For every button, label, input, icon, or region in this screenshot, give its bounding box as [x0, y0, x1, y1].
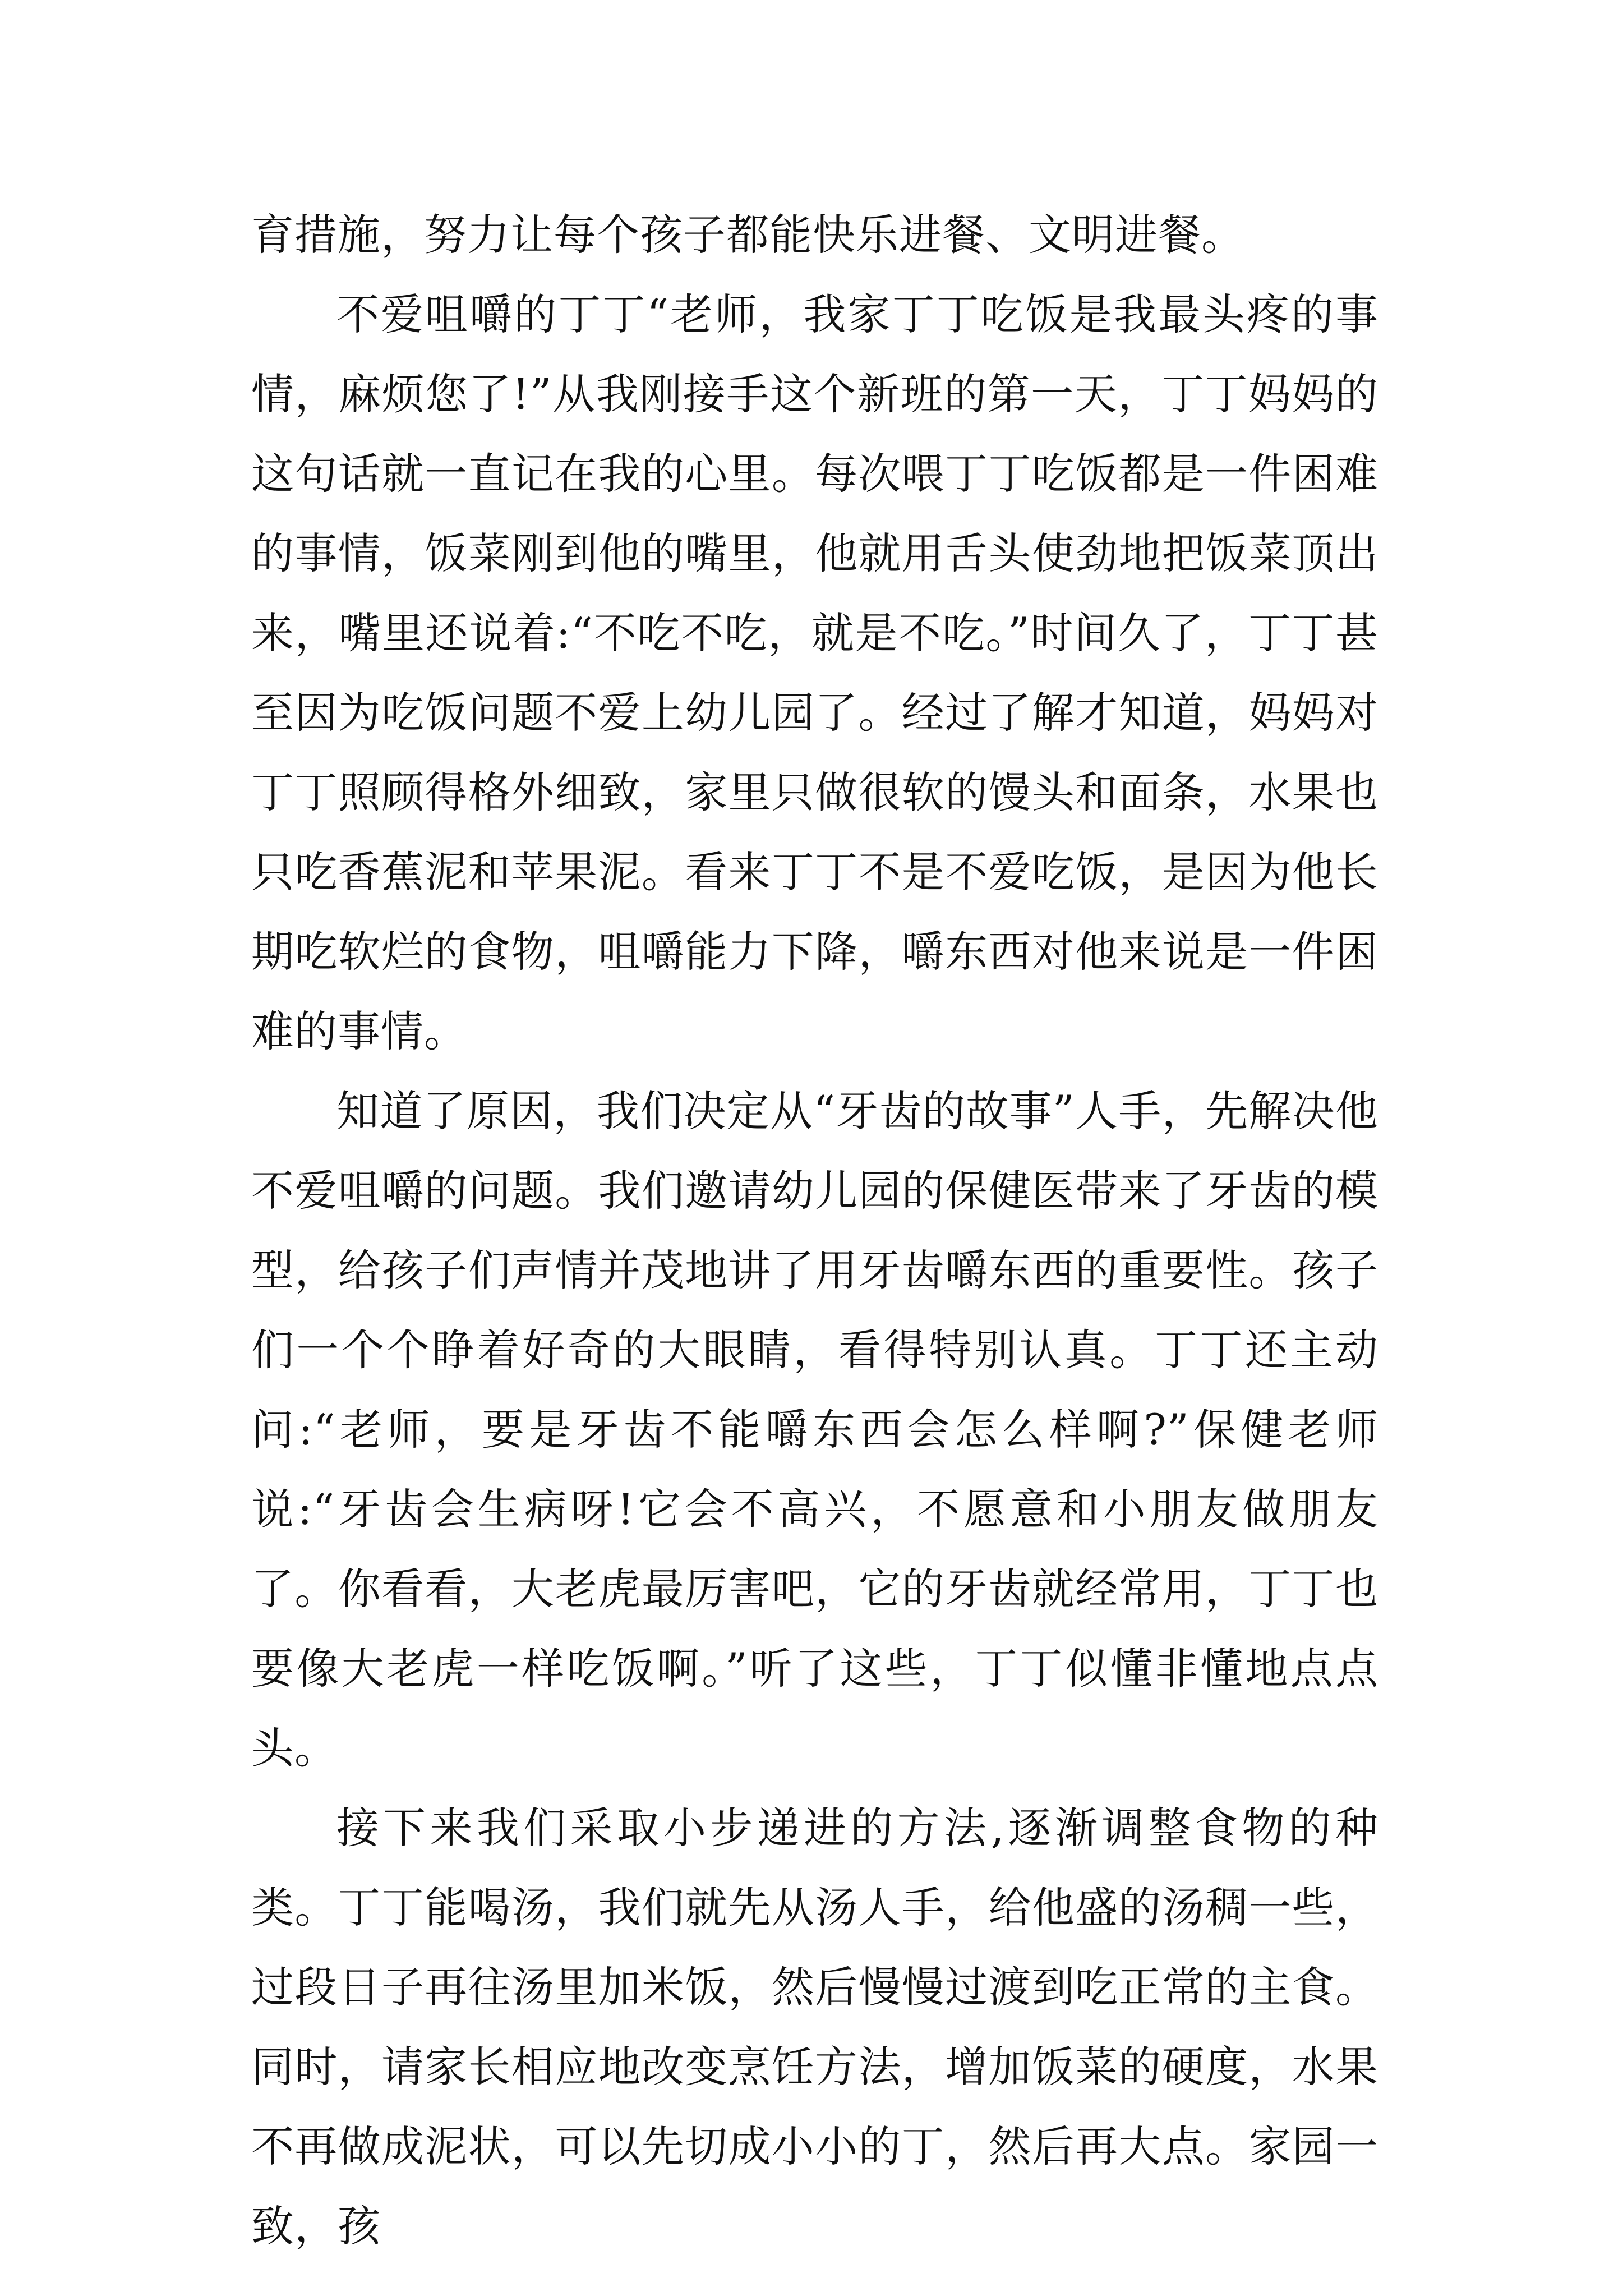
paragraph-gradual-steps: 接下来我们采取小步递进的方法,逐渐调整食物的种类。丁丁能喝汤，我们就先从汤人手，给他盛的汤稠一些，过段日子再往汤里加米饭，然后慢慢过渡到吃正常的主食。同时，请家长相应地改变烹饪方法，增加饭菜的硬度，水果不再做成泥状，可以先切成小小的丁，然后再大点。家园一致，孩 — [251, 1803, 1378, 2251]
paragraph-dingding-chewing: 不爱咀嚼的丁丁“老师，我家丁丁吃饭是我最头疼的事情，麻烦您了!”从我刚接手这个新班的第一天，丁丁妈妈的这句话就一直记在我的心里。每次喂丁丁吃饭都是一件困难的事情，饭菜刚到他的嘴里，他就用舌头使劲地把饭菜顶出来，嘴里还说着:“不吃不吃，就是不吃。”时间久了，丁丁甚至因为吃饭问题不爱上幼儿园了。经过了解才知道，妈妈对丁丁照顾得格外细致，家里只做很软的馒头和面条，水果也只吃香蕉泥和苹果泥。看来丁丁不是不爱吃饭，是因为他长期吃软烂的食物，咀嚼能力下降，嚼东西对他来说是一件困难的事情。 — [251, 289, 1378, 1056]
body-text — [251, 195, 1378, 2266]
paragraph-teeth-story: 知道了原因，我们决定从“牙齿的故事”人手，先解决他不爱咀嚼的问题。我们邀请幼儿园的保健医带来了牙齿的模型，给孩子们声情并茂地讲了用牙齿嚼东西的重要性。孩子们一个个睁着好奇的大眼睛，看得特别认真。丁丁还主动问:“老师，要是牙齿不能嚼东西会怎么样啊?”保健老师说:“牙齿会生病呀!它会不高兴，不愿意和小朋友做朋友了。你看看，大老虎最厉害吧，它的牙齿就经常用，丁丁也要像大老虎一样吃饭啊。”听了这些，丁丁似懂非懂地点点头。 — [251, 1086, 1378, 1773]
paragraph-continuation: 育措施，努力让每个孩子都能快乐进餐、文明进餐。 — [251, 210, 1244, 260]
